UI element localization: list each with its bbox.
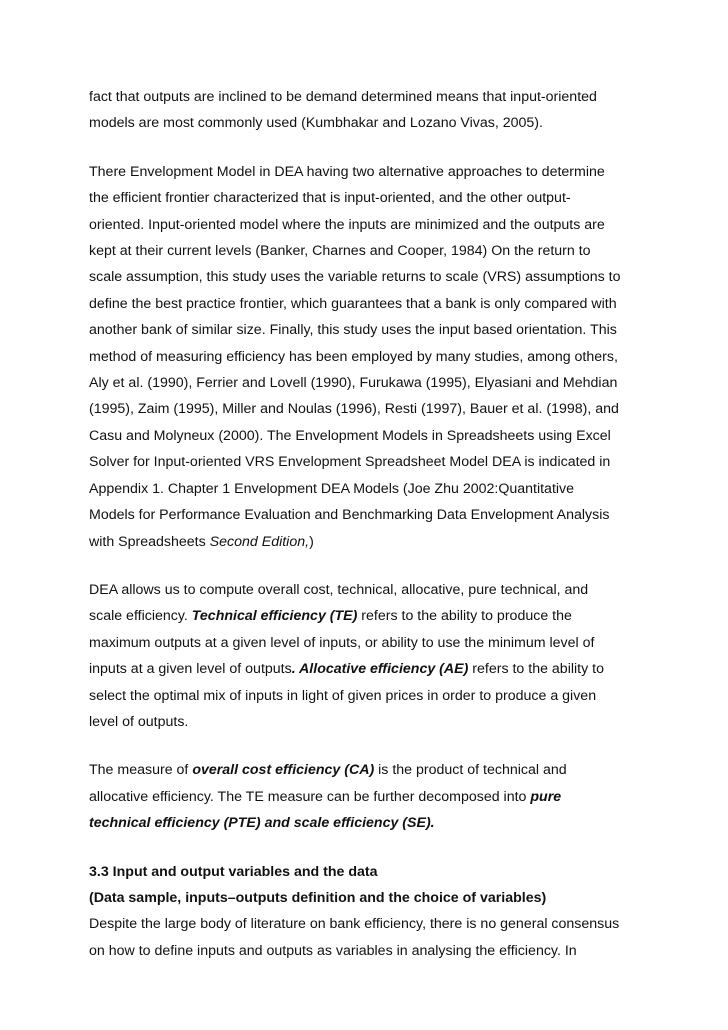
book-title-italic: Second Edition,: [209, 533, 310, 550]
section-3-3: [89, 859, 668, 912]
text-line: another bank of similar size. Finally, this study uses the input based orientation. This: [89, 322, 617, 339]
text-run: The measure of: [89, 762, 193, 779]
text-run: scale efficiency.: [89, 608, 192, 625]
text-line: select the optimal mix of inputs in light of given prices in order to produce a given: [89, 687, 597, 704]
text-line: Despite the large body of literature on bank efficiency, there is no general consensus: [89, 916, 620, 933]
text-line: [89, 784, 668, 810]
text-line: level of outputs.: [89, 713, 189, 730]
paragraph-1: [89, 84, 668, 137]
text-line: [89, 603, 668, 629]
text-run: refers to the ability to: [468, 661, 604, 678]
text-run: is the product of technical and: [374, 762, 567, 779]
term-technical-efficiency: Technical efficiency (TE): [191, 608, 358, 625]
text-line: method of measuring efficiency has been employed by many studies, among others,: [89, 348, 618, 365]
term-overall-cost-efficiency: overall cost efficiency (CA): [192, 762, 375, 779]
text-line: [89, 656, 668, 682]
text-line: Solver for Input-oriented VRS Envelopment Spreadsheet Model DEA is indicated in: [89, 454, 611, 471]
text-line: Models for Performance Evaluation and Benchmarking Data Envelopment Analysis: [89, 507, 610, 524]
paragraph-2: [89, 159, 668, 555]
text-run: refers to the ability to produce the: [357, 608, 572, 625]
text-line: Casu and Molyneux (2000). The Envelopment Models in Spreadsheets using Excel: [89, 427, 611, 444]
section-heading: 3.3 Input and output variables and the data: [89, 863, 378, 880]
text-line: Aly et al. (1990), Ferrier and Lovell (1990), Furukawa (1995), Elyasiani and Mehdian: [89, 375, 618, 392]
text-line: define the best practice frontier, which guarantees that a bank is only compared with: [89, 295, 617, 312]
text-run: with Spreadsheets: [89, 533, 210, 550]
text-line: models are most commonly used (Kumbhakar and Lozano Vivas, 2005).: [89, 115, 543, 132]
text-run: allocative efficiency. The TE measure can be further decomposed into: [89, 788, 531, 805]
text-line: kept at their current levels (Banker, Charnes and Cooper, 1984) On the return to: [89, 243, 591, 260]
term-allocative-efficiency: . Allocative efficiency (AE): [291, 661, 469, 678]
term-pure: pure: [530, 788, 562, 805]
text-line: Appendix 1. Chapter 1 Envelopment DEA Models (Joe Zhu 2002:Quantitative: [89, 480, 575, 497]
text-line: fact that outputs are inclined to be demand determined means that input-oriented: [89, 89, 597, 105]
paragraph-5: [89, 911, 668, 964]
text-line: scale assumption, this study uses the variable returns to scale (VRS) assumptions to: [89, 269, 621, 286]
text-line: oriented. Input-oriented model where the inputs are minimized and the outputs are: [89, 216, 605, 233]
text-line: [89, 757, 668, 783]
text-line: (1995), Zaim (1995), Miller and Noulas (1996), Resti (1997), Bauer et al. (1998), and: [89, 401, 619, 418]
text-line: [89, 529, 668, 555]
paragraph-3: [89, 577, 668, 735]
text-run: ): [309, 533, 314, 550]
paragraph-4: [89, 757, 668, 836]
text-line: the efficient frontier characterized that is input-oriented, and the other output-: [89, 190, 571, 207]
text-run: inputs at a given level of outputs: [89, 661, 292, 678]
section-subheading: (Data sample, inputs–outputs definition and the choice of variables): [89, 889, 547, 906]
text-line: on how to define inputs and outputs as variables in analysing the efficiency. In: [89, 942, 577, 959]
text-line: There Envelopment Model in DEA having two alternative approaches to determine: [89, 163, 605, 180]
term-pte-and-se: technical efficiency (PTE) and scale efficiency (SE).: [89, 815, 435, 832]
text-line: DEA allows us to compute overall cost, technical, allocative, pure technical, and: [89, 581, 589, 598]
text-line: maximum outputs at a given level of inputs, or ability to use the minimum level of: [89, 634, 595, 651]
